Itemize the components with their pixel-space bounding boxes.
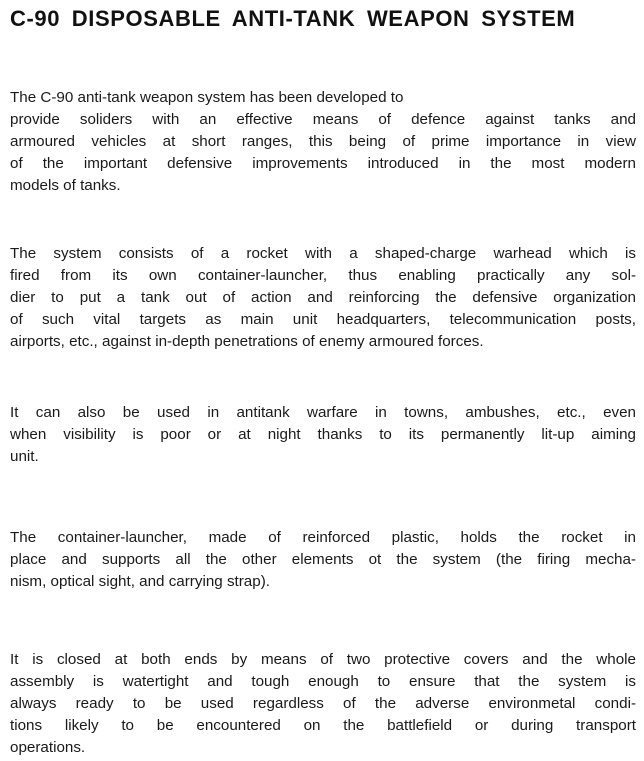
paragraph-line: The C-90 anti-tank weapon system has been developed to [10, 89, 404, 106]
paragraph-line: armoured vehicles at short ranges, this being of prime importance in view [10, 133, 636, 150]
paragraph-line: It can also be used in antitank warfare in towns, ambushes, etc., even [10, 404, 636, 421]
paragraph-line: airports, etc., against in-depth penetrations of enemy armoured forces. [10, 333, 484, 350]
paragraph-line: of such vital targets as main unit headquarters, telecommunication posts, [10, 311, 636, 328]
paragraph-line: tions likely to be encountered on the battlefield or during transport [10, 717, 636, 734]
paragraph-line: The container-launcher, made of reinforced plastic, holds the rocket in [10, 529, 636, 546]
paragraph-intro [10, 87, 636, 197]
page-title: C-90 DISPOSABLE ANTI-TANK WEAPON SYSTEM [10, 6, 576, 31]
paragraph-usage [10, 402, 636, 468]
paragraph-line: fired from its own container-launcher, thus enabling practically any sol- [10, 267, 636, 284]
paragraph-line: The system consists of a rocket with a shaped-charge warhead which is [10, 245, 636, 262]
paragraph-line: It is closed at both ends by means of two protective covers and the whole [10, 651, 636, 668]
paragraph-line: operations. [10, 739, 86, 756]
paragraph-system [10, 243, 636, 353]
paragraph-covers [10, 649, 636, 759]
paragraph-container-launcher [10, 527, 636, 593]
paragraph-line: of the important defensive improvements introduced in the most modern [10, 155, 636, 172]
paragraph-line: models of tanks. [10, 177, 121, 194]
paragraph-line: dier to put a tank out of action and reinforcing the defensive organization [10, 289, 636, 306]
paragraph-line: unit. [10, 448, 39, 465]
paragraph-line: nism, optical sight, and carrying strap). [10, 573, 270, 590]
paragraph-line: provide soliders with an effective means of defence against tanks and [10, 111, 636, 128]
paragraph-line: always ready to be used regardless of the adverse environmetal condi- [10, 695, 636, 712]
paragraph-line: assembly is watertight and tough enough to ensure that the system is [10, 673, 636, 690]
paragraph-line: place and supports all the other elements ot the system (the firing mecha- [10, 551, 636, 568]
paragraph-line: when visibility is poor or at night thanks to its permanently lit-up aiming [10, 426, 636, 443]
